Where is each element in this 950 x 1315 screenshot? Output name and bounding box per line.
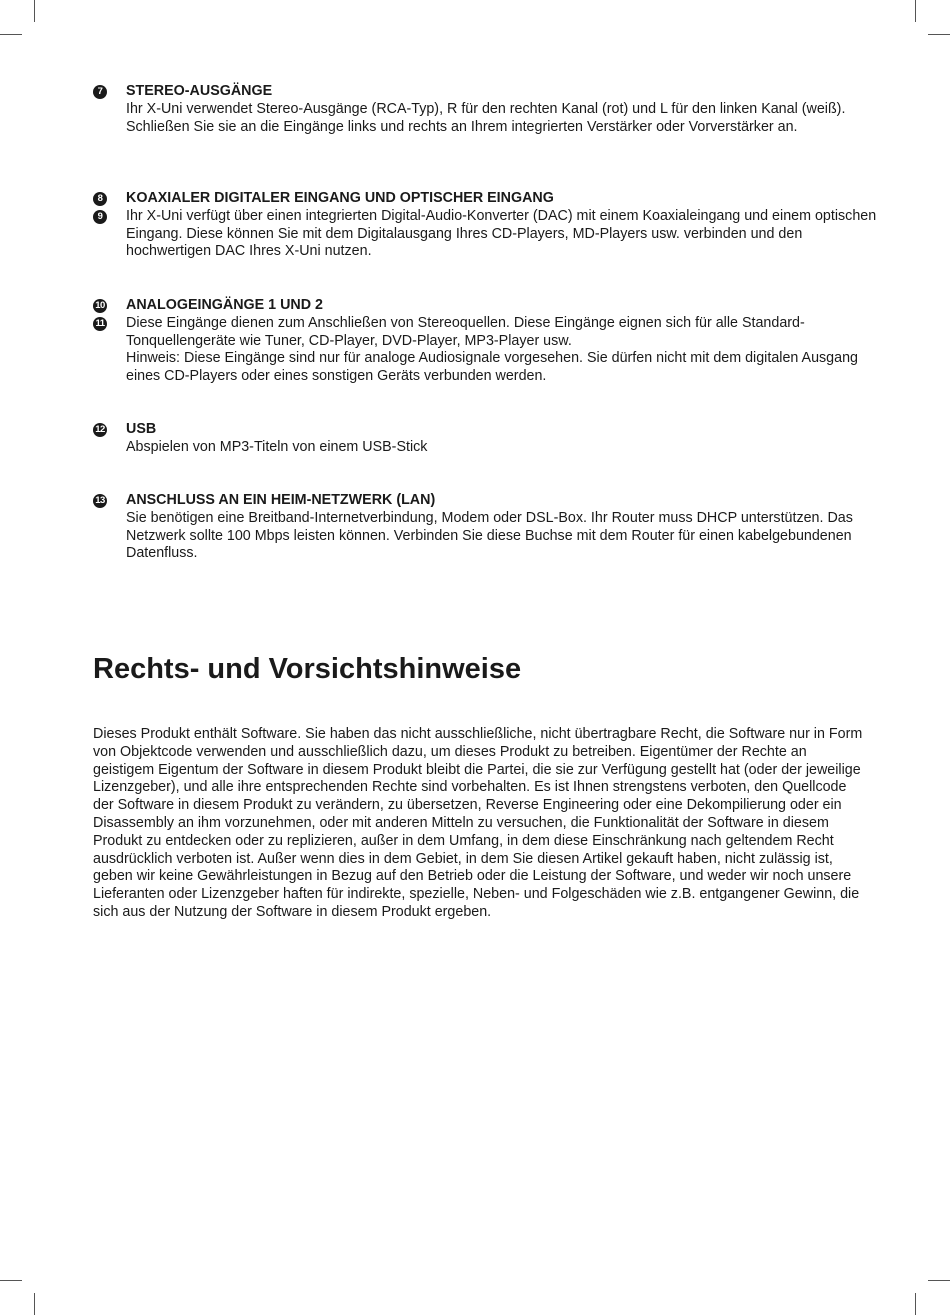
section-paragraph: Abspielen von MP3-Titeln von einem USB-Stick [126, 438, 428, 455]
section-title: STEREO-AUSGÄNGE [126, 83, 273, 99]
callout-numbers [93, 192, 109, 228]
crop-mark [34, 0, 35, 22]
crop-mark [0, 34, 22, 35]
section-title: ANSCHLUSS AN EIN HEIM-NETZWERK (LAN) [126, 492, 436, 508]
callout-numbers [93, 494, 109, 512]
callout-numbers [93, 85, 109, 103]
section-text [126, 297, 886, 386]
section-text [126, 492, 886, 563]
callout-number-badge: 12 [93, 423, 107, 437]
legal-heading: Rechts- und Vorsichtshinweise [93, 653, 522, 685]
crop-mark [928, 1280, 950, 1281]
callout-number-badge: 9 [93, 210, 107, 224]
callout-number-badge: 8 [93, 192, 107, 206]
section-title: USB [126, 421, 157, 437]
callout-number-badge: 11 [93, 317, 107, 331]
section-text [126, 83, 886, 136]
callout-number-badge: 7 [93, 85, 107, 99]
section-paragraph: Ihr X-Uni verfügt über einen integrierten Digital-Audio-Konverter (DAC) mit einem Koaxialeingang und einem optischen Eingang. Diese können Sie mit dem Digitalausgang Ihres CD-Players, MD-Players usw. verbinden und den hochwertigen DAC Ihres X-Uni nutzen. [126, 207, 877, 260]
crop-mark [0, 1280, 22, 1281]
section-text [126, 190, 886, 261]
callout-numbers [93, 423, 109, 441]
legal-body: Dieses Produkt enthält Software. Sie haben das nicht ausschließliche, nicht übertragbare Recht, die Software nur in Form von Objektcode verwenden und ausschließlich dazu, um dieses Produkt zu betreiben. Eigentümer der Rechte an geistigem Eigentum der Software in diesem Produkt bleibt die Partei, die sie zur Verfügung gestellt hat (oder der jeweilige Lizenzgeber), und alle ihre entsprechenden Rechte sind vorbehalten. Es ist Ihnen strengstens verboten, den Quellcode der Software in diesem Produkt zu verändern, zu übersetzen, Reverse Engineering oder eine Dekompilierung oder ein Disassembly an ihm vorzunehmen, oder mit anderen Mitteln zu versuchen, die Funktionalität der Software in diesem Produkt zu entdecken oder zu replizieren, außer in dem Umfang, in dem diese Einschränkung nach geltendem Recht ausdrücklich verboten ist. Außer wenn dies in dem Gebiet, in dem Sie diesen Artikel gekauft haben, nicht zulässig ist, geben wir keine Gewährleistungen in Bezug auf den Betrieb oder die Leistung der Software, und weder wir noch unsere Lieferanten oder Lizenzgeber haften für indirekte, spezielle, Neben- und Folgeschäden wie z.B. entgangener Gewinn, die sich aus der Nutzung der Software in diesem Produkt ergeben. [93, 726, 863, 920]
section-title: KOAXIALER DIGITALER EINGANG UND OPTISCHER EINGANG [126, 190, 554, 206]
section-text [126, 421, 886, 457]
section-title: ANALOGEINGÄNGE 1 UND 2 [126, 297, 324, 313]
section-paragraph: Sie benötigen eine Breitband-Internetverbindung, Modem oder DSL-Box. Ihr Router muss DHCP unterstützen. Das Netzwerk sollte 100 Mbps leisten können. Verbinden Sie diese Buchse mit dem Router für einen kabelgebundenen Datenfluss. [126, 509, 853, 562]
crop-mark [928, 34, 950, 35]
callout-number-badge: 10 [93, 299, 107, 313]
section-paragraph: Diese Eingänge dienen zum Anschließen von Stereoquellen. Diese Eingänge eignen sich für alle Standard-Tonquellengeräte wie Tuner, CD-Player, DVD-Player, MP3-Player usw. [126, 314, 805, 349]
crop-mark [915, 0, 916, 22]
section-note: Hinweis: Diese Eingänge sind nur für analoge Audiosignale vorgesehen. Sie dürfen nicht mit dem digitalen Ausgang eines CD-Players oder eines sonstigen Geräts verbunden werden. [126, 350, 858, 385]
crop-mark [34, 1293, 35, 1315]
crop-mark [915, 1293, 916, 1315]
callout-number-badge: 13 [93, 494, 107, 508]
section-paragraph: Ihr X-Uni verwendet Stereo-Ausgänge (RCA-Typ), R für den rechten Kanal (rot) und L für den linken Kanal (weiß). Schließen Sie sie an die Eingänge links und rechts an Ihrem integrierten Verstärker oder Vorverstärker an. [126, 100, 846, 135]
callout-numbers [93, 299, 109, 335]
